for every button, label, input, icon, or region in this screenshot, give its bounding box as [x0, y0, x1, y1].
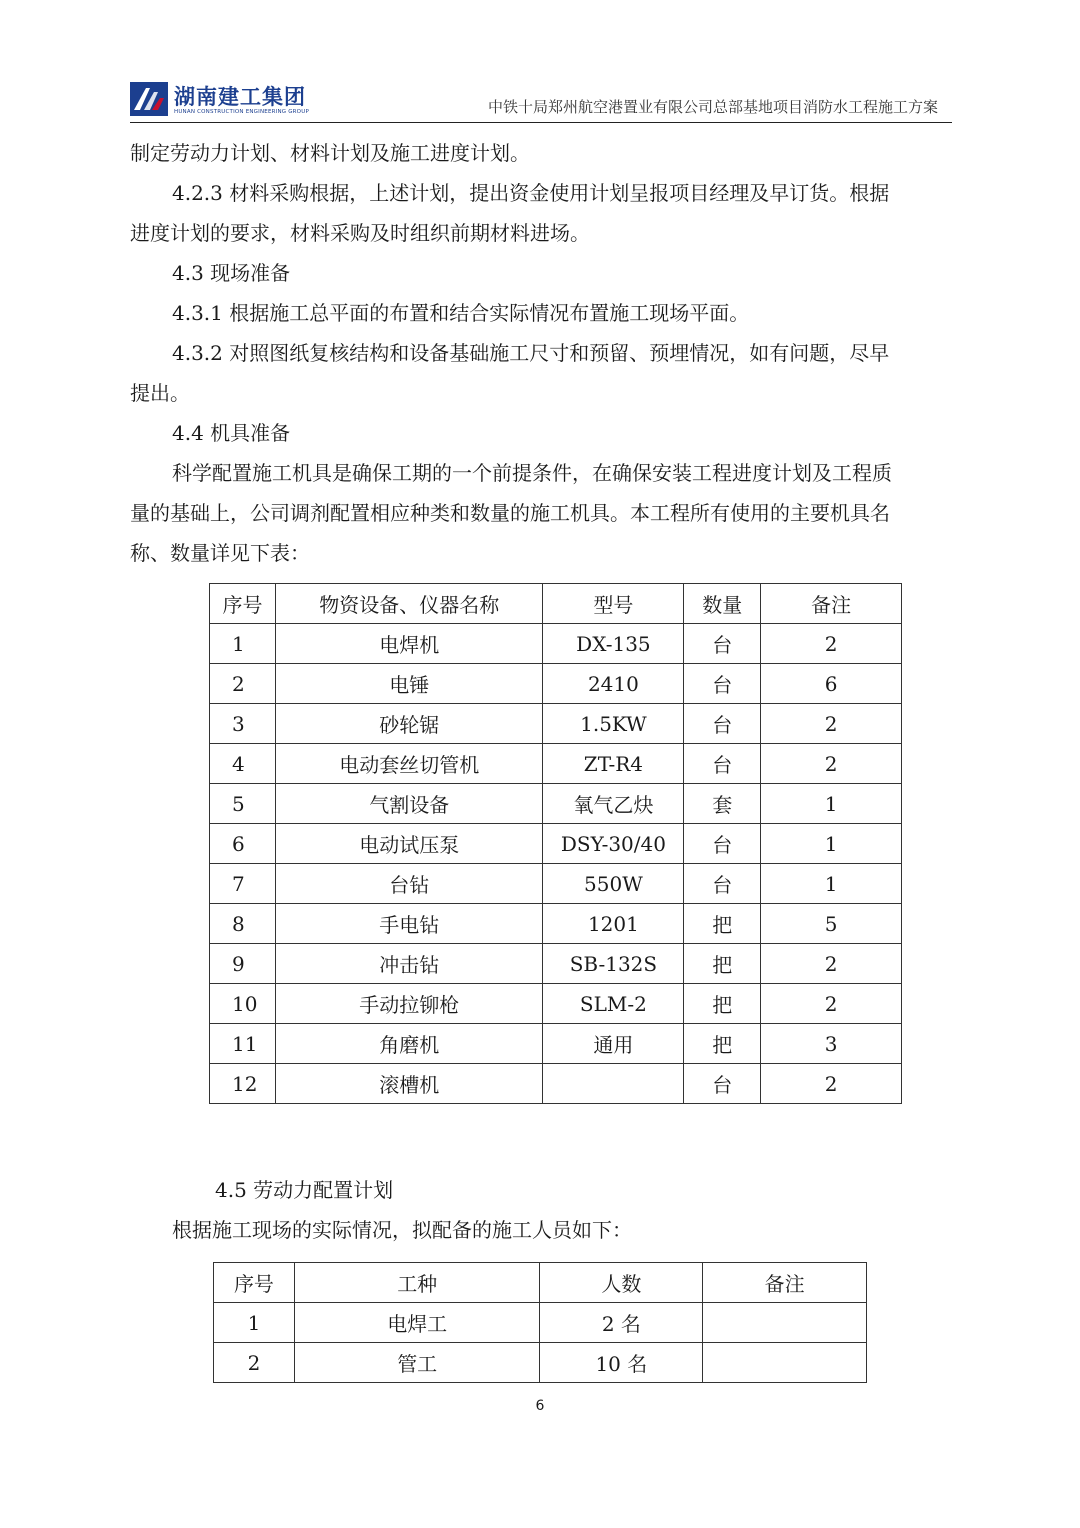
- table-row: [210, 1064, 902, 1104]
- table-row: [210, 664, 902, 704]
- table-cell: 8: [210, 904, 276, 944]
- table-cell: DX-135: [543, 624, 684, 664]
- paragraph-4-3-1: 4.3.1 根据施工总平面的布置和结合实际情况布置施工现场平面。: [172, 301, 750, 325]
- table-cell: 砂轮锯: [275, 704, 543, 744]
- table-cell: 把: [684, 904, 761, 944]
- table-cell: 手电钻: [275, 904, 543, 944]
- table-cell: 台: [684, 624, 761, 664]
- table-cell: 电动试压泵: [275, 824, 543, 864]
- header-cell: 物资设备、仪器名称: [275, 584, 543, 624]
- table-cell: 氧气乙炔: [543, 784, 684, 824]
- section-heading-4-4: 4.4 机具准备: [172, 421, 291, 445]
- header-cell: 备注: [761, 584, 902, 624]
- table-cell: 550W: [543, 864, 684, 904]
- table-cell: 2: [761, 704, 902, 744]
- paragraph-4-3-2: 4.3.2 对照图纸复核结构和设备基础施工尺寸和预留、预埋情况，如有问题，尽早: [172, 341, 890, 365]
- table-cell: [543, 1064, 684, 1104]
- table-cell: 1.5KW: [543, 704, 684, 744]
- table-cell: 10: [210, 984, 276, 1024]
- table-cell: 1201: [543, 904, 684, 944]
- table-row: [210, 864, 902, 904]
- table-cell: 电动套丝切管机: [275, 744, 543, 784]
- table-cell: 台钻: [275, 864, 543, 904]
- table-cell: 9: [210, 944, 276, 984]
- table-row: [210, 984, 902, 1024]
- table-cell: 电焊工: [294, 1303, 540, 1343]
- header-cell: 序号: [214, 1263, 295, 1303]
- table-cell: 1: [761, 824, 902, 864]
- header-cell: 型号: [543, 584, 684, 624]
- table-cell: 冲击钻: [275, 944, 543, 984]
- table-cell: 1: [210, 624, 276, 664]
- table-cell: 2: [214, 1343, 295, 1383]
- table-cell: 4: [210, 744, 276, 784]
- header-cell: 数量: [684, 584, 761, 624]
- table-cell: 台: [684, 704, 761, 744]
- table-cell: 台: [684, 664, 761, 704]
- paragraph-4-3-2-cont: 提出。: [130, 381, 190, 405]
- page-number: 6: [535, 1398, 545, 1414]
- table-cell: [703, 1343, 867, 1383]
- table-cell: 2: [761, 944, 902, 984]
- header-cell: 人数: [540, 1263, 703, 1303]
- paragraph-4-2-3-cont: 进度计划的要求，材料采购及时组织前期材料进场。: [130, 221, 590, 245]
- table-row: [214, 1343, 867, 1383]
- table-cell: SLM-2: [543, 984, 684, 1024]
- table-cell: 滚槽机: [275, 1064, 543, 1104]
- table-cell: 1: [761, 864, 902, 904]
- table-cell: 5: [210, 784, 276, 824]
- table-cell: 12: [210, 1064, 276, 1104]
- header-cell: 序号: [210, 584, 276, 624]
- table-cell: 台: [684, 864, 761, 904]
- table-row: [210, 784, 902, 824]
- section-heading-4-3: 4.3 现场准备: [172, 261, 291, 285]
- table-header-row: [214, 1263, 867, 1303]
- table-row: [210, 904, 902, 944]
- labor-table: [213, 1262, 867, 1383]
- table-cell: 套: [684, 784, 761, 824]
- table-cell: [703, 1303, 867, 1343]
- table-cell: 1: [761, 784, 902, 824]
- table-cell: 手动拉铆枪: [275, 984, 543, 1024]
- table-cell: ZT-R4: [543, 744, 684, 784]
- table-cell: 6: [761, 664, 902, 704]
- table-cell: 通用: [543, 1024, 684, 1064]
- table-cell: 10 名: [540, 1343, 703, 1383]
- table-row: [210, 1024, 902, 1064]
- table-cell: 2: [761, 984, 902, 1024]
- table-cell: 1: [214, 1303, 295, 1343]
- paragraph-4-4-cont: 量的基础上，公司调剂配置相应种类和数量的施工机具。本工程所有使用的主要机具名: [130, 501, 890, 525]
- table-row: [210, 744, 902, 784]
- table-cell: 电焊机: [275, 624, 543, 664]
- equipment-table: [209, 583, 902, 1104]
- table-cell: 气割设备: [275, 784, 543, 824]
- table-cell: 3: [761, 1024, 902, 1064]
- table-row: [210, 944, 902, 984]
- table-cell: 2 名: [540, 1303, 703, 1343]
- table-cell: 2: [210, 664, 276, 704]
- document-title: 中铁十局郑州航空港置业有限公司总部基地项目消防水工程施工方案: [487, 98, 938, 116]
- table-cell: 6: [210, 824, 276, 864]
- table-cell: 电锤: [275, 664, 543, 704]
- table-cell: 台: [684, 824, 761, 864]
- paragraph-4-4-cont2: 称、数量详见下表：: [130, 541, 310, 565]
- paragraph-4-2-3: 4.2.3 材料采购根据，上述计划，提出资金使用计划呈报项目经理及早订货。根据: [172, 181, 890, 205]
- table-row: [210, 624, 902, 664]
- company-logo-icon: [130, 82, 168, 116]
- table-cell: 2: [761, 744, 902, 784]
- table-cell: 台: [684, 1064, 761, 1104]
- table-header-row: [210, 584, 902, 624]
- paragraph-4-4: 科学配置施工机具是确保工期的一个前提条件，在确保安装工程进度计划及工程质: [172, 461, 892, 485]
- logo-subtext: HUNAN CONSTRUCTION ENGINEERING GROUP: [174, 109, 309, 115]
- table-cell: 3: [210, 704, 276, 744]
- header-cell: 工种: [294, 1263, 540, 1303]
- company-logo: [130, 82, 330, 122]
- table-row: [210, 704, 902, 744]
- table-cell: 管工: [294, 1343, 540, 1383]
- table-cell: 角磨机: [275, 1024, 543, 1064]
- table-cell: 2410: [543, 664, 684, 704]
- table-cell: 2: [761, 1064, 902, 1104]
- table-row: [214, 1303, 867, 1343]
- table-row: [210, 824, 902, 864]
- table-cell: 台: [684, 744, 761, 784]
- paragraph-4-5: 根据施工现场的实际情况，拟配备的施工人员如下：: [172, 1218, 632, 1242]
- header-cell: 备注: [703, 1263, 867, 1303]
- table-cell: 5: [761, 904, 902, 944]
- logo-text: 湖南建工集团: [174, 85, 306, 109]
- page-header: [130, 74, 952, 123]
- table-cell: 11: [210, 1024, 276, 1064]
- table-cell: 把: [684, 1024, 761, 1064]
- table-cell: DSY-30/40: [543, 824, 684, 864]
- table-cell: 7: [210, 864, 276, 904]
- table-cell: SB-132S: [543, 944, 684, 984]
- table-cell: 把: [684, 944, 761, 984]
- paragraph-line: 制定劳动力计划、材料计划及施工进度计划。: [130, 141, 530, 165]
- section-heading-4-5: 4.5 劳动力配置计划: [215, 1178, 394, 1202]
- table-cell: 2: [761, 624, 902, 664]
- table-cell: 把: [684, 984, 761, 1024]
